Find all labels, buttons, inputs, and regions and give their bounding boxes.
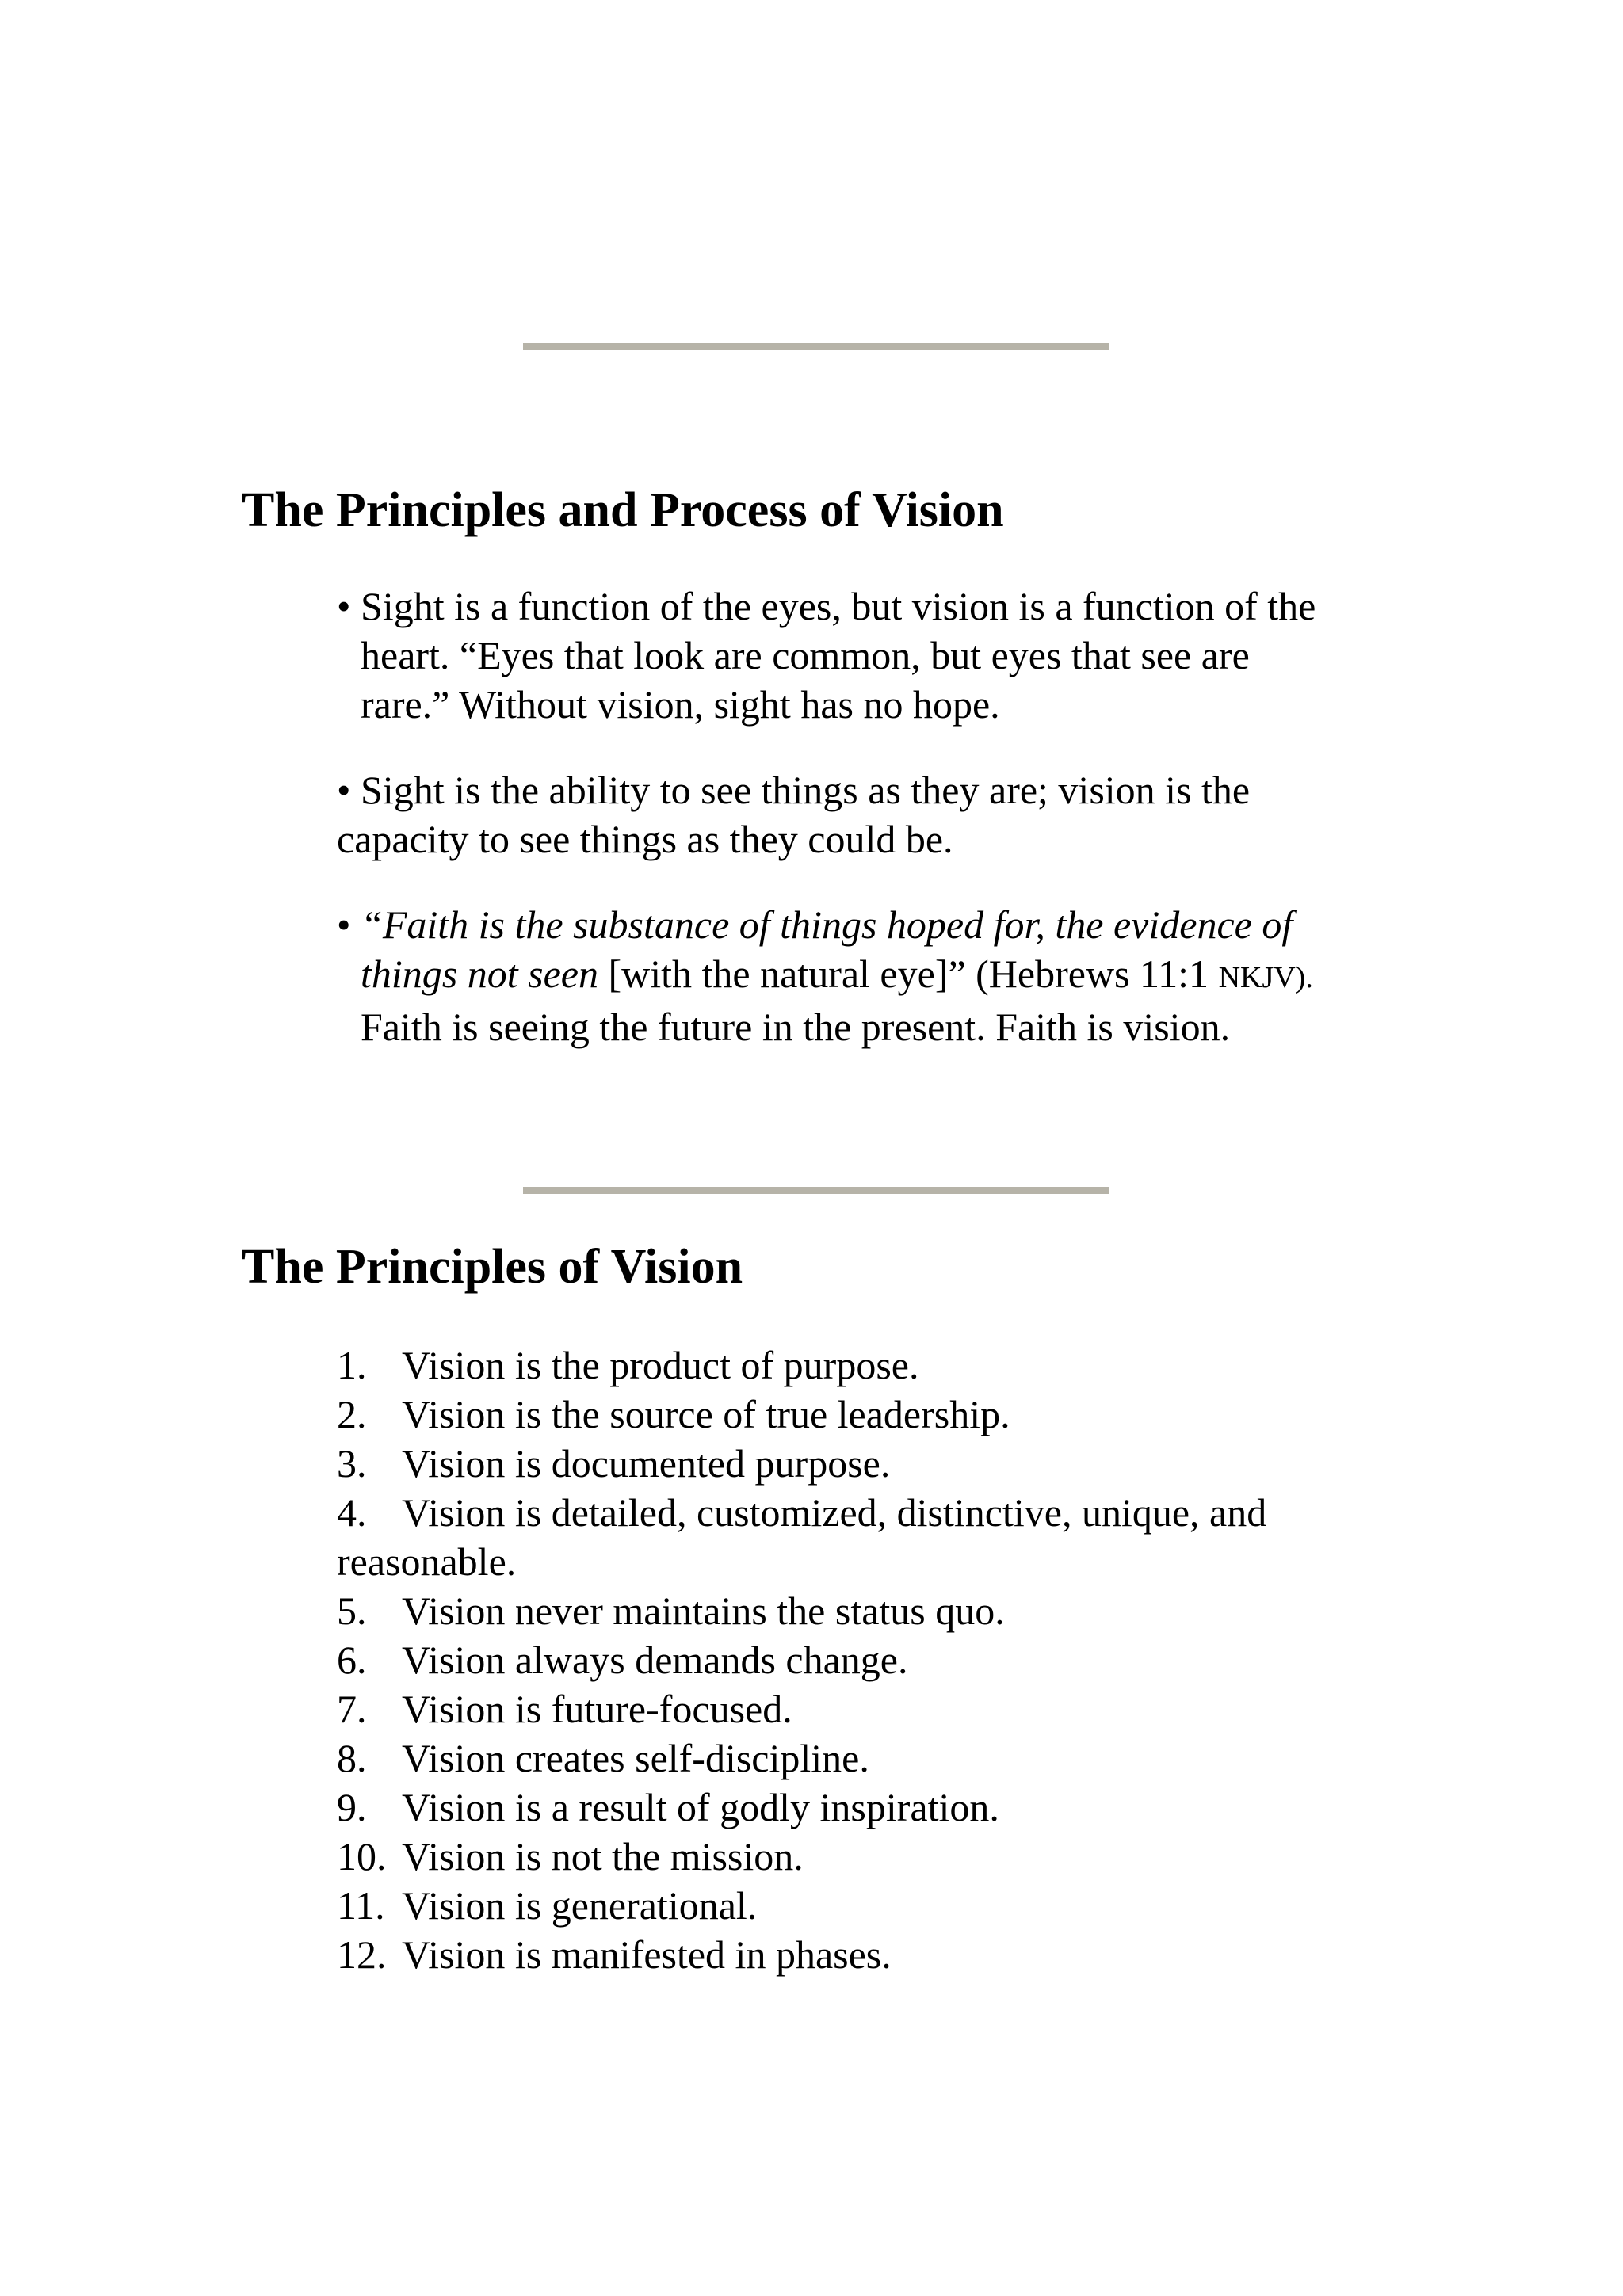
bullet-line: • Sight is the ability to see things as they are; vision is the <box>337 768 1251 812</box>
bullet-list <box>337 582 1446 1088</box>
bullet-line: • Sight is a function of the eyes, but vision is a function of the <box>337 584 1316 628</box>
list-item-text: Vision is a result of godly inspiration. <box>402 1785 999 1829</box>
section-title-principles-and-process: The Principles and Process of Vision <box>242 483 1004 537</box>
list-item-number: 1. <box>337 1343 367 1387</box>
list-item-text: Vision is manifested in phases. <box>402 1932 892 1977</box>
bible-version: NKJV). <box>1218 961 1313 994</box>
bullet-item-sight-function <box>337 582 1446 729</box>
list-item-number: 9. <box>337 1785 367 1829</box>
divider-rule-middle <box>523 1187 1109 1194</box>
list-item-text: Vision is the source of true leadership. <box>402 1392 1010 1436</box>
list-item-text: Vision is future-focused. <box>402 1687 792 1731</box>
section-title-principles-of-vision: The Principles of Vision <box>242 1240 743 1294</box>
bullet-item-faith-quote <box>337 900 1446 1051</box>
divider-rule-top <box>523 343 1109 350</box>
list-item <box>337 1930 1446 1979</box>
list-item-number: 6. <box>337 1638 367 1682</box>
list-item-text: Vision is documented purpose. <box>402 1441 891 1486</box>
list-item <box>337 1586 1446 1635</box>
list-item-text: Vision is the product of purpose. <box>402 1343 919 1387</box>
principles-list <box>337 1341 1446 1979</box>
list-item-text: Vision is generational. <box>402 1883 758 1928</box>
bullet-line: Faith is seeing the future in the present. Faith is vision. <box>361 1005 1231 1049</box>
scripture-quote-end: things not seen <box>361 952 598 996</box>
list-item-text: Vision never maintains the status quo. <box>402 1589 1005 1633</box>
list-item-number: 8. <box>337 1736 367 1780</box>
list-item <box>337 1684 1446 1733</box>
list-item-number: 12. <box>337 1932 387 1977</box>
list-item-text: Vision always demands change. <box>402 1638 908 1682</box>
bullet-line: rare.” Without vision, sight has no hope. <box>361 682 1000 727</box>
list-item <box>337 1635 1446 1684</box>
list-item <box>337 1341 1446 1390</box>
bullet-line: capacity to see things as they could be. <box>337 817 953 861</box>
list-item <box>337 1783 1446 1832</box>
list-item <box>337 1488 1446 1586</box>
list-item-text: Vision is not the mission. <box>402 1834 804 1878</box>
list-item-number: 11. <box>337 1883 385 1928</box>
list-item <box>337 1733 1446 1783</box>
list-item-number: 3. <box>337 1441 367 1486</box>
list-item-text: Vision is detailed, customized, distinctive, unique, and <box>402 1490 1267 1535</box>
list-item-number: 4. <box>337 1490 367 1535</box>
list-item-number: 5. <box>337 1589 367 1633</box>
bullet-item-sight-ability <box>337 765 1446 864</box>
list-item <box>337 1832 1446 1881</box>
bullet-marker: • <box>337 902 361 947</box>
bullet-line <box>337 900 1446 949</box>
scripture-quote: “Faith is the substance of things hoped for, the evidence of <box>361 902 1293 947</box>
list-item-number: 2. <box>337 1392 367 1436</box>
bullet-line <box>337 949 1446 1002</box>
list-item-number: 7. <box>337 1687 367 1731</box>
bullet-line: heart. “Eyes that look are common, but eyes that see are <box>361 633 1250 677</box>
list-item <box>337 1881 1446 1930</box>
list-item <box>337 1390 1446 1439</box>
scripture-reference: [with the natural eye]” (Hebrews 11:1 <box>598 952 1219 996</box>
list-item-text-wrap: reasonable. <box>337 1539 517 1584</box>
list-item <box>337 1439 1446 1488</box>
list-item-text: Vision creates self-discipline. <box>402 1736 869 1780</box>
list-item-number: 10. <box>337 1834 387 1878</box>
